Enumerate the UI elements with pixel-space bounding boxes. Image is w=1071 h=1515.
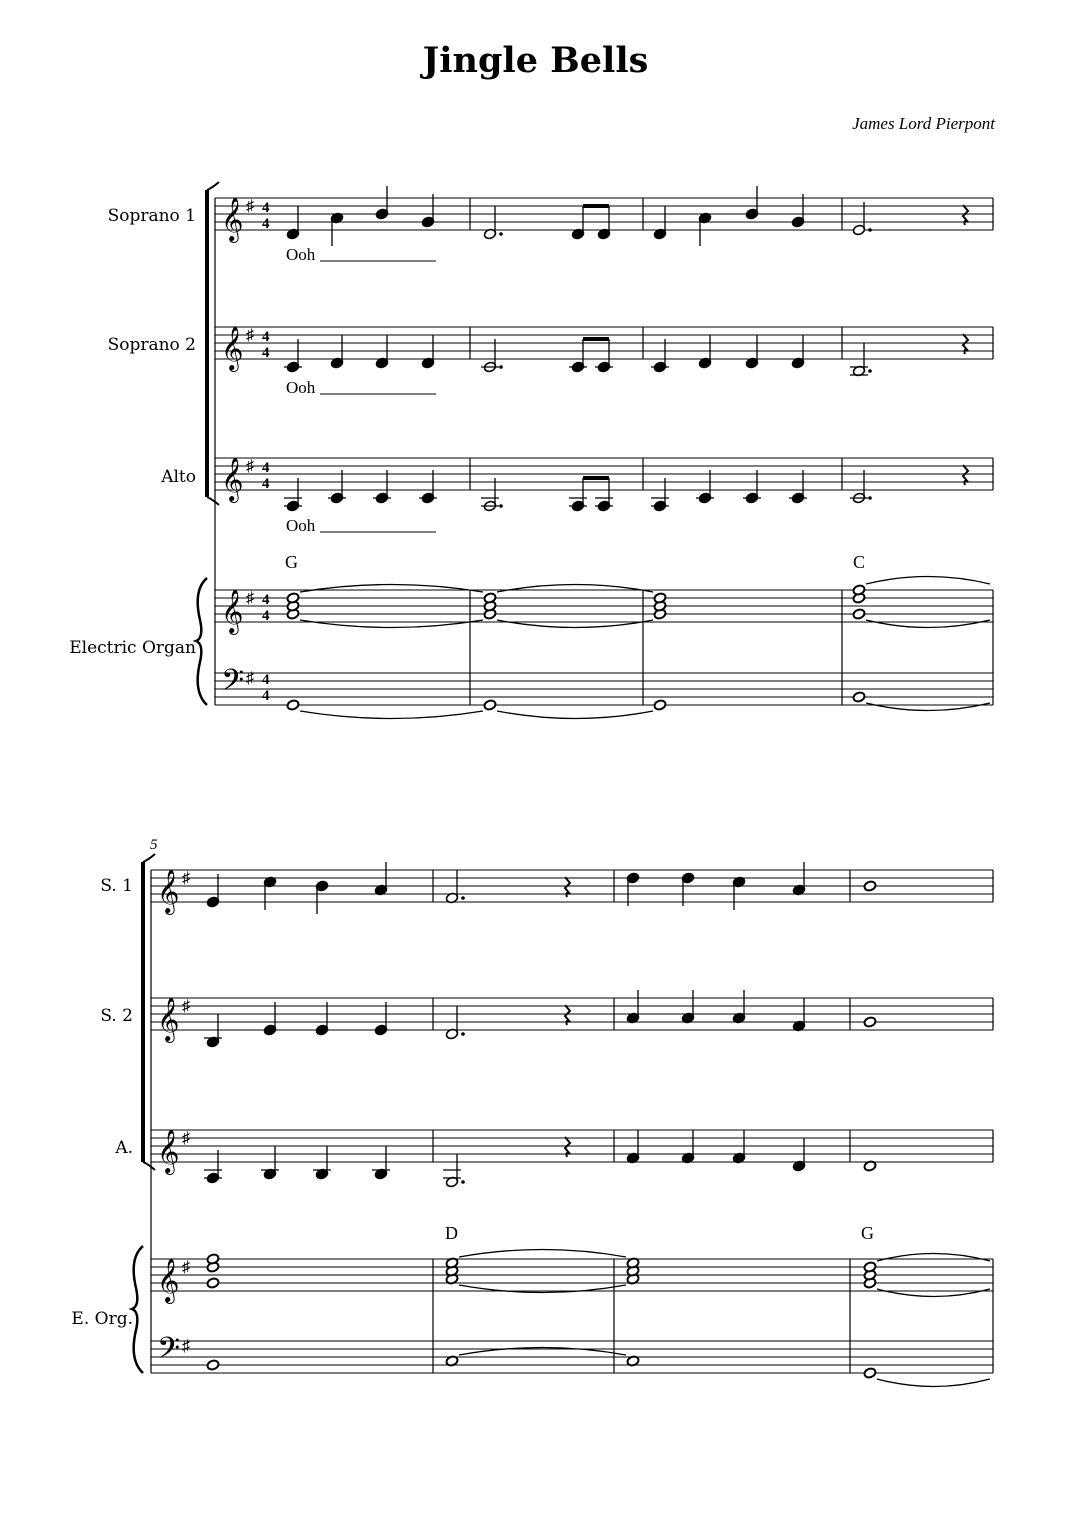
system-2 <box>132 854 993 1373</box>
duration-dot <box>499 504 503 508</box>
svg-text:♯: ♯ <box>246 198 254 215</box>
label-alto: Alto <box>161 467 196 487</box>
note-head <box>863 1016 876 1028</box>
svg-text:4: 4 <box>262 688 270 704</box>
tie <box>459 1250 626 1258</box>
duration-dot <box>461 1180 465 1184</box>
duration-dot <box>868 496 872 500</box>
note-head <box>286 699 299 711</box>
svg-text:♯: ♯ <box>246 670 254 687</box>
tie <box>300 620 483 628</box>
label-electric-organ-short: E. Org. <box>71 1309 133 1329</box>
system-2-clefs <box>157 870 190 1372</box>
tie <box>866 703 990 711</box>
svg-text:♯: ♯ <box>182 870 190 887</box>
svg-text:𝄢: 𝄢 <box>221 664 245 704</box>
system-1-clefs <box>221 198 270 704</box>
system-2-labels <box>71 876 133 1329</box>
label-alto-short: A. <box>115 1138 133 1158</box>
tie <box>497 711 653 719</box>
svg-text:4: 4 <box>262 200 270 216</box>
svg-text:♯: ♯ <box>182 1130 190 1147</box>
system-2-notes <box>204 862 990 1387</box>
svg-text:♯: ♯ <box>182 1338 190 1355</box>
note-head <box>863 1367 876 1379</box>
system-1-labels <box>69 206 196 658</box>
tie <box>300 711 483 719</box>
svg-text:4: 4 <box>262 672 270 688</box>
composer-credit: James Lord Pierpont <box>852 114 995 133</box>
system-1-notes <box>284 186 990 719</box>
svg-text:𝄞: 𝄞 <box>221 591 244 633</box>
svg-text:4: 4 <box>262 608 270 624</box>
note-head <box>852 691 865 703</box>
measure-number: 5 <box>150 837 158 853</box>
note-head <box>863 880 876 892</box>
duration-dot <box>499 232 503 236</box>
svg-text:4: 4 <box>262 460 270 476</box>
duration-dot <box>868 228 872 232</box>
svg-text:𝄞: 𝄞 <box>157 999 180 1041</box>
svg-text:4: 4 <box>262 329 270 345</box>
lyric-ooh: Ooh <box>286 516 316 535</box>
label-soprano-2: Soprano 2 <box>107 335 196 355</box>
svg-text:𝄢: 𝄢 <box>157 1332 181 1372</box>
label-soprano-1-short: S. 1 <box>100 876 133 896</box>
note-head <box>852 608 865 620</box>
svg-text:4: 4 <box>262 592 270 608</box>
tie <box>300 585 483 593</box>
svg-text:𝄞: 𝄞 <box>157 1131 180 1173</box>
svg-text:4: 4 <box>262 345 270 361</box>
note-head <box>206 1277 219 1289</box>
duration-dot <box>461 1032 465 1036</box>
chord-symbol: D <box>445 1223 458 1243</box>
tie <box>866 620 990 628</box>
lyric-ooh: Ooh <box>286 378 316 397</box>
note-head <box>653 699 666 711</box>
svg-text:𝄞: 𝄞 <box>157 1260 180 1302</box>
svg-text:𝄞: 𝄞 <box>221 328 244 370</box>
label-soprano-2-short: S. 2 <box>100 1006 133 1026</box>
duration-dot <box>461 896 465 900</box>
svg-text:4: 4 <box>262 476 270 492</box>
chord-symbol: G <box>285 552 298 572</box>
note-head <box>483 699 496 711</box>
label-electric-organ: Electric Organ <box>69 638 196 658</box>
svg-text:𝄞: 𝄞 <box>221 199 244 241</box>
note-head <box>206 1359 219 1371</box>
svg-text:4: 4 <box>262 216 270 232</box>
tie <box>877 1289 990 1297</box>
system-1-chords <box>285 552 865 572</box>
svg-text:𝄞: 𝄞 <box>157 871 180 913</box>
svg-text:♯: ♯ <box>246 327 254 344</box>
label-soprano-1: Soprano 1 <box>107 206 196 226</box>
system-1-lyrics <box>286 245 436 535</box>
chord-symbol: C <box>853 552 866 572</box>
tie <box>497 620 653 628</box>
svg-text:♯: ♯ <box>182 1259 190 1276</box>
tie <box>877 1254 990 1262</box>
duration-dot <box>499 365 503 369</box>
lyric-ooh: Ooh <box>286 245 316 264</box>
tie <box>497 585 653 593</box>
svg-text:♯: ♯ <box>182 998 190 1015</box>
svg-text:♯: ♯ <box>246 590 254 607</box>
tie <box>877 1379 990 1387</box>
system-2-chords <box>445 1223 874 1243</box>
svg-text:𝄞: 𝄞 <box>221 459 244 501</box>
duration-dot <box>868 369 872 373</box>
score-title: Jingle Bells <box>422 40 649 81</box>
chord-symbol: G <box>861 1223 874 1243</box>
tie <box>866 577 990 585</box>
svg-text:♯: ♯ <box>246 458 254 475</box>
